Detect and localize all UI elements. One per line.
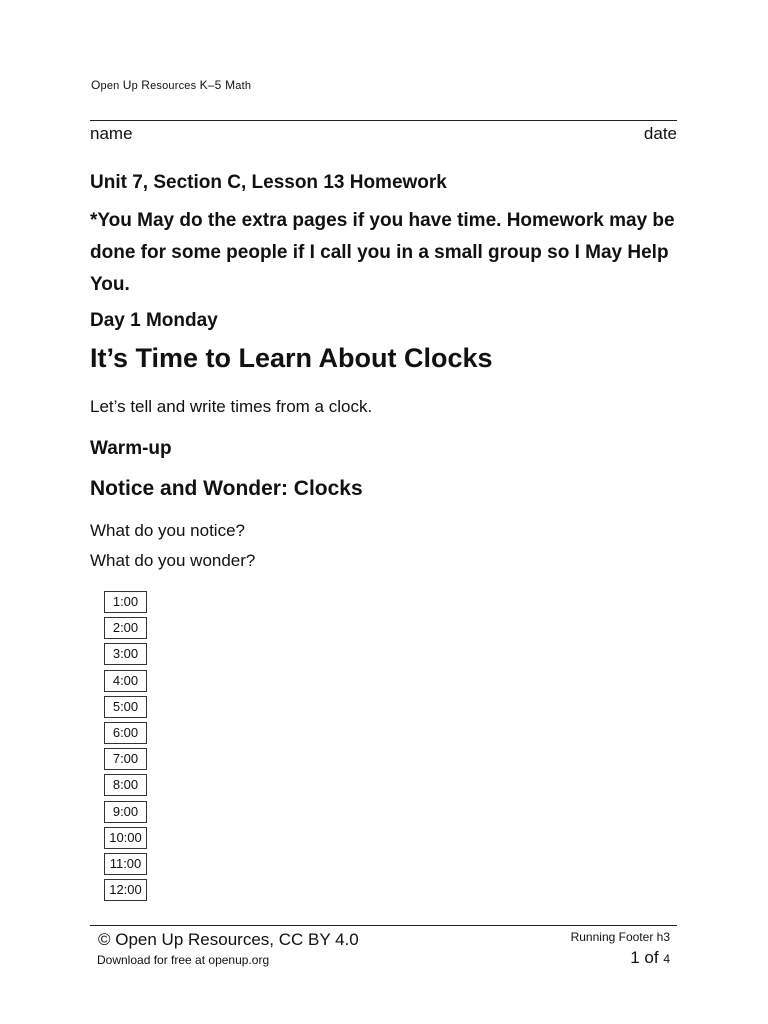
time-box: 7:00 xyxy=(104,748,147,770)
footer-divider xyxy=(90,925,677,926)
time-box: 8:00 xyxy=(104,774,147,796)
header-text: O xyxy=(91,78,101,92)
header-text: p xyxy=(131,80,142,92)
time-box: 6:00 xyxy=(104,722,147,744)
header-text: pen xyxy=(100,80,123,92)
header-divider xyxy=(90,120,677,121)
page-current: 1 of xyxy=(630,948,659,967)
activity-title: Notice and Wonder: Clocks xyxy=(90,477,363,500)
page-total: 4 xyxy=(663,952,670,966)
header-text: K–5 xyxy=(199,78,226,92)
time-box: 3:00 xyxy=(104,643,147,665)
notice-question: What do you notice? xyxy=(90,521,245,540)
document-header xyxy=(91,78,251,92)
running-footer: Running Footer h3 xyxy=(570,930,670,944)
header-text: U xyxy=(122,78,132,92)
header-text: ath xyxy=(235,80,252,92)
time-box: 10:00 xyxy=(104,827,147,849)
header-text: esources xyxy=(150,80,200,92)
intro-text: Let’s tell and write times from a clock. xyxy=(90,397,373,416)
copyright-text: © Open Up Resources, CC BY 4.0 xyxy=(98,930,359,949)
page-number xyxy=(630,948,670,968)
time-list xyxy=(104,591,147,905)
header-text: R xyxy=(141,78,151,92)
lesson-title: Unit 7, Section C, Lesson 13 Homework xyxy=(90,172,447,193)
warmup-heading: Warm-up xyxy=(90,438,172,459)
download-link[interactable]: Download for free at openup.org xyxy=(97,953,270,967)
time-box: 4:00 xyxy=(104,670,147,692)
name-label: name xyxy=(90,124,133,143)
time-box: 12:00 xyxy=(104,879,147,901)
time-box: 5:00 xyxy=(104,696,147,718)
name-date-row xyxy=(90,124,677,144)
time-box: 9:00 xyxy=(104,801,147,823)
header-text: M xyxy=(225,78,236,92)
time-box: 2:00 xyxy=(104,617,147,639)
homework-note: *You May do the extra pages if you have time. Homework may be done for some people if I call you in a small group so I May Help You. xyxy=(90,210,675,295)
time-box: 11:00 xyxy=(104,853,147,875)
day-label: Day 1 Monday xyxy=(90,310,218,331)
main-title: It’s Time to Learn About Clocks xyxy=(90,343,493,373)
wonder-question: What do you wonder? xyxy=(90,551,256,570)
date-label: date xyxy=(643,124,677,143)
time-box: 1:00 xyxy=(104,591,147,613)
